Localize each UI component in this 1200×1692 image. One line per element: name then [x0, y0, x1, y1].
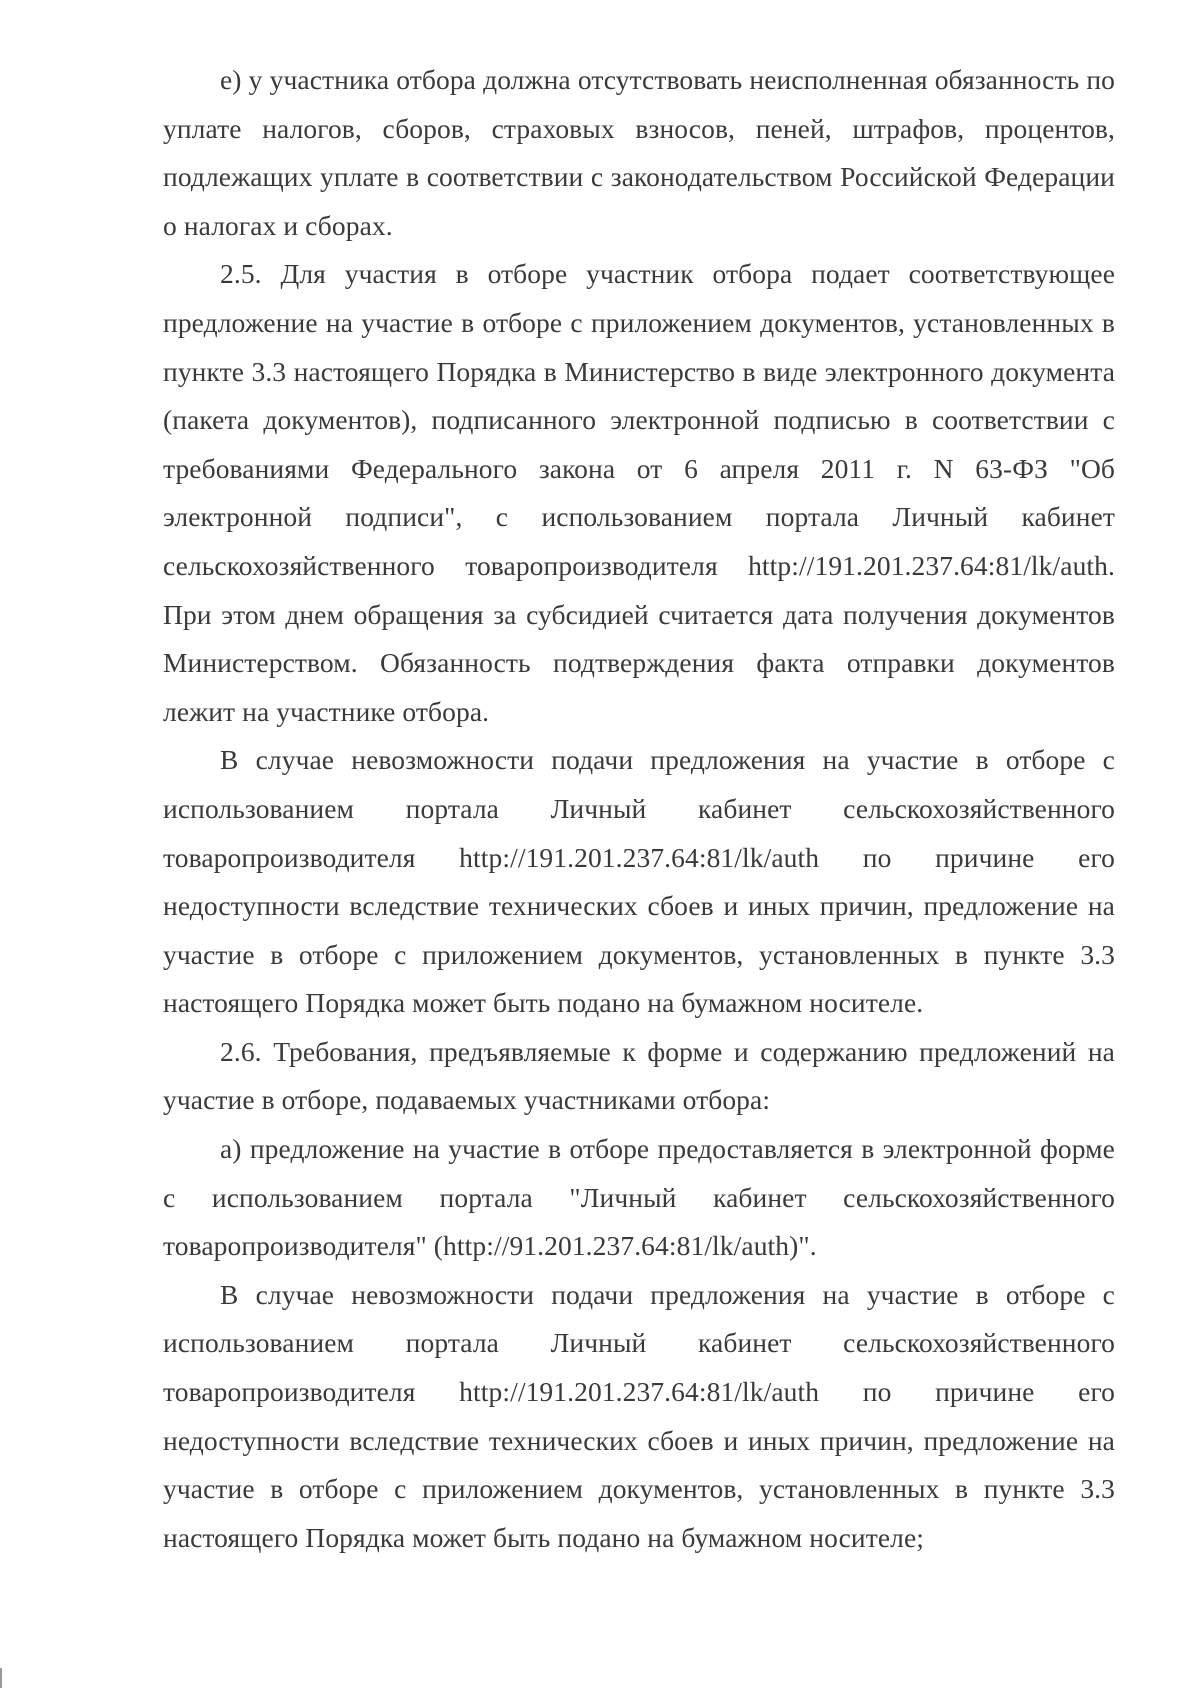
paragraph-2-5-paper-option: В случае невозможности подачи предложения на участие в отборе с использованием портала Личный кабинет сельскохозяйственного товаропроизводителя http://191.201.237.64:81/lk/auth по причине его недоступности вследствие технических сбоев и иных причин, предложение на участие в отборе с приложением документов, установленных в пункте 3.3 настоящего Порядка может быть подано на бумажном носителе.	[163, 744, 1115, 1019]
paragraph-2-5: 2.5. Для участия в отборе участник отбора подает соответствующее предложение на участие в отборе с приложением документов, установленных в пункте 3.3 настоящего Порядка в Министерство в виде электронного документа (пакета документов), подписанного электронной подписью в соответствии с требованиями Федерального закона от 6 апреля 2011 г. N 63-ФЗ "Об электронной подписи", с использованием портала Личный кабинет сельскохозяйственного товаропроизводителя http://191.201.237.64:81/lk/auth. При этом днем обращения за субсидией считается дата получения документов Министерством. Обязанность подтверждения факта отправки документов лежит на участнике отбора.	[163, 258, 1115, 727]
paragraph-item-e: е) у участника отбора должна отсутствовать неисполненная обязанность по уплате налогов, сборов, страховых взносов, пеней, штрафов, процентов, подлежащих уплате в соответствии с законодательством Российской Федерации о налогах и сборах.	[163, 64, 1115, 241]
paragraph-2-6-paper-option: В случае невозможности подачи предложения на участие в отборе с использованием портала Личный кабинет сельскохозяйственного товаропроизводителя http://191.201.237.64:81/lk/auth по причине его недоступности вследствие технических сбоев и иных причин, предложение на участие в отборе с приложением документов, установленных в пункте 3.3 настоящего Порядка может быть подано на бумажном носителе;	[163, 1278, 1115, 1553]
scan-edge-mark	[0, 1668, 2, 1688]
paragraph-2-6: 2.6. Требования, предъявляемые к форме и содержанию предложений на участие в отборе, подаваемых участниками отбора:	[163, 1035, 1115, 1116]
document-body	[163, 56, 1115, 1562]
paragraph-2-6-item-a: а) предложение на участие в отборе предоставляется в электронной форме с использованием портала "Личный кабинет сельскохозяйственного товаропроизводителя" (http://91.201.237.64:81/lk/auth)".	[163, 1133, 1115, 1262]
